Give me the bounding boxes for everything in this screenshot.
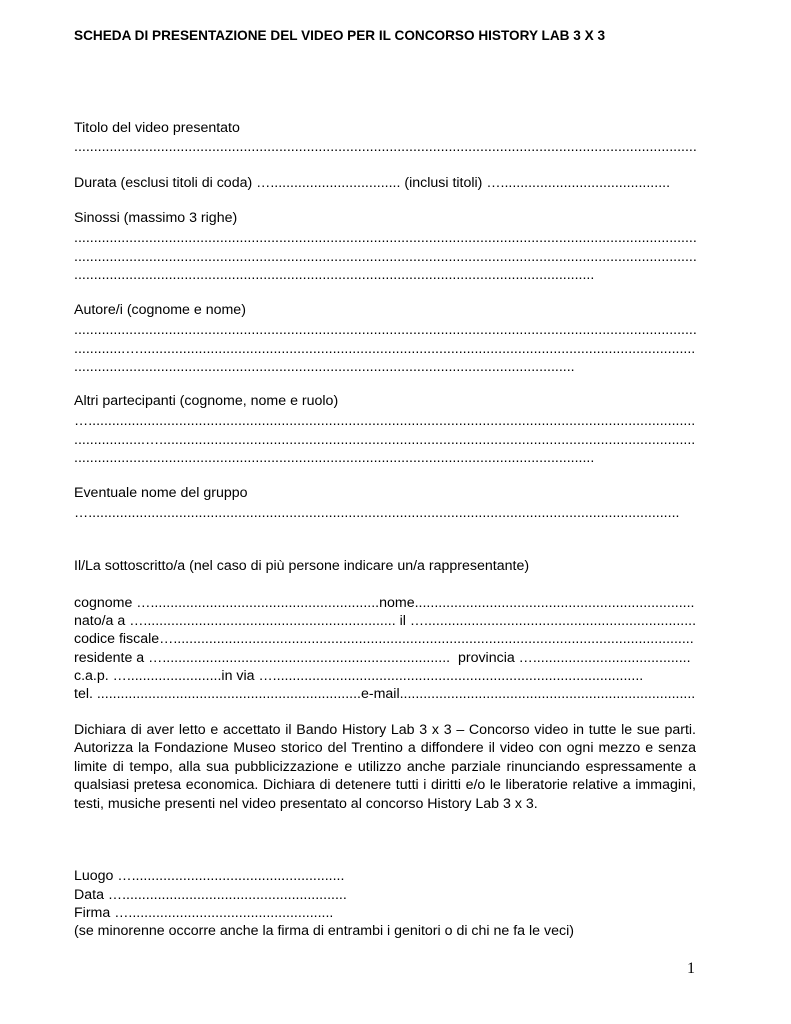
group-field: …...................................................................................................................................................... — [74, 505, 680, 521]
contact-field: tel. ...................................................................e-mail........................................................................... — [74, 686, 696, 702]
surname-name-field: cognome …..........................................................nome....................................................................... — [74, 595, 695, 611]
birth-field: nato/a a …................................................................ il …..................................................................... — [74, 613, 697, 629]
video-title-label: Titolo del video presentato — [74, 120, 240, 136]
page-number: 1 — [687, 960, 695, 977]
participants-line-1: ….......................................................................................................................................................... — [74, 413, 696, 429]
authors-label: Autore/i (cognome e nome) — [74, 302, 246, 318]
authors-line-2: .............…............................................................................................................................................. — [74, 341, 696, 357]
participants-label: Altri partecipanti (cognome, nome e ruolo) — [74, 393, 339, 409]
synopsis-label: Sinossi (massimo 3 righe) — [74, 210, 238, 226]
document-title: SCHEDA DI PRESENTAZIONE DEL VIDEO PER IL CONCORSO HISTORY LAB 3 X 3 — [74, 28, 605, 43]
synopsis-line-3: .................................................................................................................................... — [74, 267, 595, 283]
participants-line-2: ..................…........................................................................................................................................ — [74, 432, 696, 448]
authors-line-3: ............................................................................................................................... — [74, 359, 575, 375]
residence-field: residente a …......................................................................... provincia …........................................ — [74, 650, 691, 666]
tax-code-field: codice fiscale….................................................................................................................................... — [74, 631, 694, 647]
signatory-heading: Il/La sottoscritto/a (nel caso di più persone indicare un/a rappresentante) — [74, 558, 530, 574]
video-title-field: .............................................................................................................................................................. — [74, 139, 697, 155]
synopsis-line-2: .............................................................................................................................................................. — [74, 249, 697, 265]
authors-line-1: .............................................................................................................................................................. — [74, 322, 697, 338]
synopsis-line-1: .............................................................................................................................................................. — [74, 230, 697, 246]
group-label: Eventuale nome del gruppo — [74, 485, 248, 501]
minor-note: (se minorenne occorre anche la firma di entrambi i genitori o di chi ne fa le veci) — [74, 923, 574, 939]
signature-field: Firma ….................................................... — [74, 905, 334, 921]
date-field: Data …......................................................... — [74, 887, 347, 903]
participants-line-3: .................................................................................................................................... — [74, 450, 595, 466]
address-field: c.a.p. …........................in via ….............................................................................................. — [74, 668, 644, 684]
place-field: Luogo …...................................................... — [74, 868, 345, 884]
declaration-paragraph: Dichiara di aver letto e accettato il Bando History Lab 3 x 3 – Concorso video in tutte le sue parti. Autorizza la Fondazione Museo storico del Trentino a diffondere il video con ogni mezzo e senza limite di tempo, alla sua pubblicizzazione e utilizzo anche parziale rinunciando espressamente a qualsiasi pretesa economica. Dichiara di detenere tutti i diritti e/o le liberatorie relative a immagini, testi, musiche presenti nel video presentato al concorso History Lab 3 x 3. — [74, 722, 696, 812]
duration-field: Durata (esclusi titoli di coda) …................................. (inclusi titoli) …........................................... — [74, 175, 671, 191]
